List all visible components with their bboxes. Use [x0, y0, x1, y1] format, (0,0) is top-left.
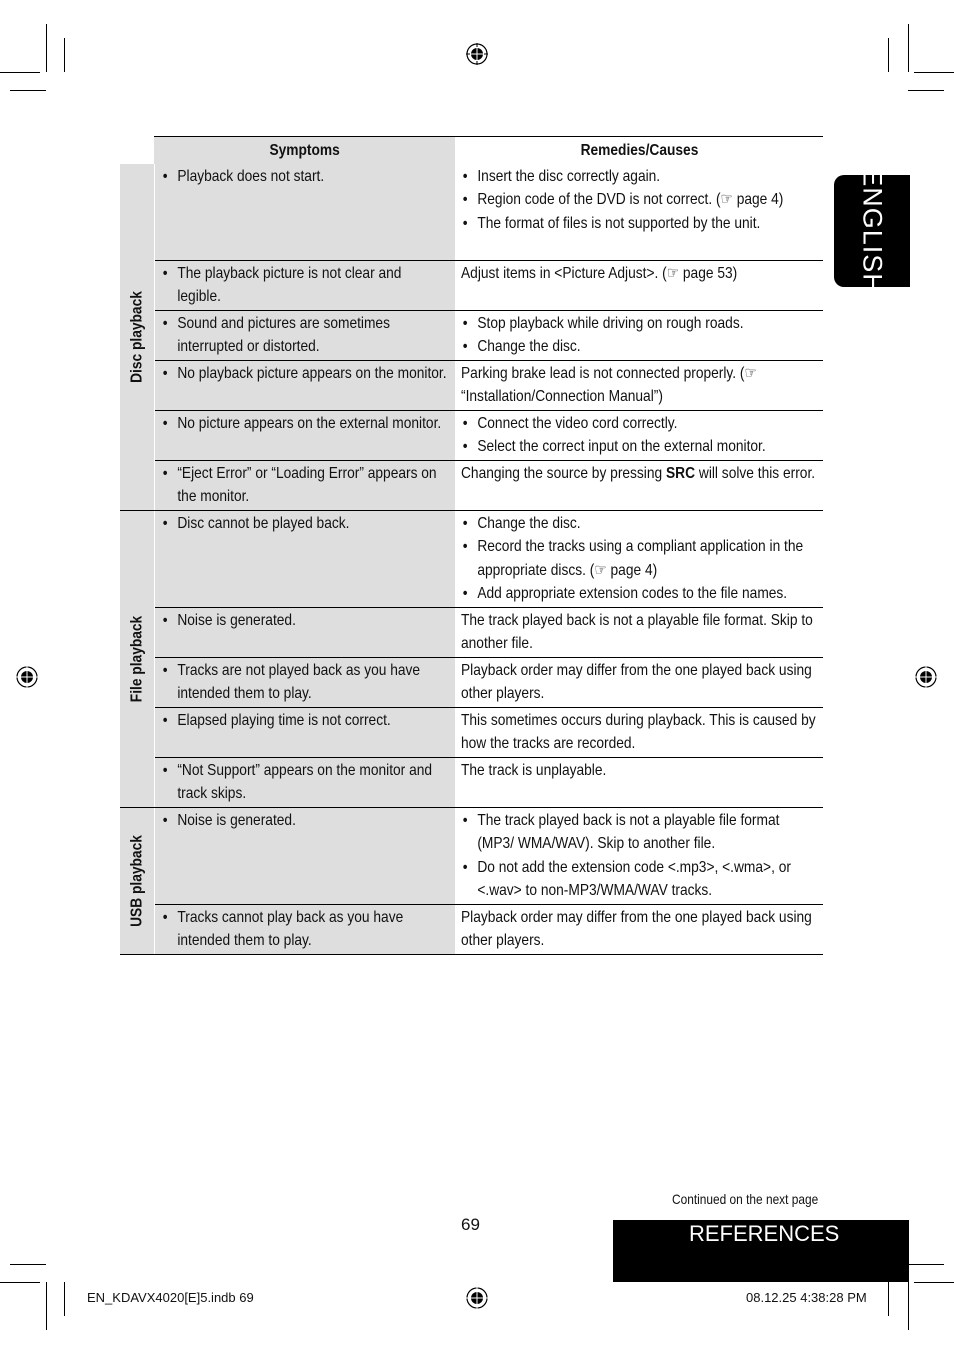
table-row: • Tracks cannot play back as you have intended them to play. Playback order may differ from the one played back using other players. — [120, 904, 823, 954]
registration-mark-icon — [466, 1287, 488, 1309]
crop-mark — [46, 24, 47, 72]
crop-mark — [908, 1282, 909, 1330]
header-remedies: Remedies/Causes — [455, 137, 823, 164]
table-row: File playback • Disc cannot be played back. • Change the disc. • Record the tracks using a compliant application in the appropriate discs. (☞ page 4) • Add appropriate extension codes to the file names. — [120, 510, 823, 607]
table-row: • Noise is generated. The track played back is not a playable file format. Skip to another file. — [120, 607, 823, 657]
table-row: Disc playback • Playback does not start. • Insert the disc correctly again. • Region code of the DVD is not correct. (☞ page 4) • The format of files is not supported by the unit. — [120, 164, 823, 261]
crop-mark — [888, 38, 889, 72]
registration-mark-icon — [915, 666, 937, 688]
category-disc-playback: Disc playback — [120, 164, 154, 511]
registration-mark-icon — [466, 43, 488, 65]
crop-mark — [64, 38, 65, 72]
category-usb-playback: USB playback — [120, 807, 154, 954]
footer-timestamp: 08.12.25 4:38:28 PM — [746, 1290, 867, 1305]
section-tab — [613, 1220, 909, 1282]
continued-note: Continued on the next page — [672, 1191, 819, 1207]
table-row: USB playback • Noise is generated. • The track played back is not a playable file format (MP3/ WMA/WAV). Skip to another file. • Do not add the extension code <.mp3>, <.wma>, or <.wav> to non-MP3/WMA/WAV tracks. — [120, 807, 823, 904]
table-row: • Tracks are not played back as you have intended them to play. Playback order may differ from the one played back using other players. — [120, 657, 823, 707]
crop-mark — [0, 1282, 40, 1283]
language-tab-label: ENGLISH — [857, 168, 888, 294]
table-row: • No picture appears on the external monitor. • Connect the video cord correctly. • Select the correct input on the external monitor. — [120, 410, 823, 460]
crop-mark — [908, 1264, 944, 1265]
table-row: • No playback picture appears on the monitor. Parking brake lead is not connected properly. (☞ “Installation/Connection Manual”) — [120, 360, 823, 410]
crop-mark — [10, 90, 46, 91]
table-row: • “Eject Error” or “Loading Error” appears on the monitor. Changing the source by pressing SRC will solve this error. — [120, 460, 823, 510]
crop-mark — [888, 1282, 889, 1316]
table-row: • Sound and pictures are sometimes interrupted or distorted. • Stop playback while driving on rough roads. • Change the disc. — [120, 310, 823, 360]
table-row: • “Not Support” appears on the monitor and track skips. The track is unplayable. — [120, 757, 823, 807]
crop-mark — [908, 90, 944, 91]
crop-mark — [10, 1264, 46, 1265]
crop-mark — [914, 72, 954, 73]
table-row: • Elapsed playing time is not correct. This sometimes occurs during playback. This is caused by how the tracks are recorded. — [120, 707, 823, 757]
table-row: • The playback picture is not clear and legible. Adjust items in <Picture Adjust>. (☞ page 53) — [120, 260, 823, 310]
category-file-playback: File playback — [120, 510, 154, 807]
crop-mark — [914, 1282, 954, 1283]
troubleshooting-table — [120, 136, 823, 955]
crop-mark — [908, 24, 909, 72]
footer-file-info: EN_KDAVX4020[E]5.indb 69 — [87, 1290, 254, 1305]
header-symptoms: Symptoms — [154, 137, 455, 164]
crop-mark — [46, 1282, 47, 1330]
registration-mark-icon — [16, 666, 38, 688]
section-tab-label: REFERENCES — [689, 1221, 840, 1246]
crop-mark — [64, 1282, 65, 1316]
language-tab — [834, 168, 910, 294]
page-number: 69 — [461, 1215, 480, 1234]
crop-mark — [0, 72, 40, 73]
